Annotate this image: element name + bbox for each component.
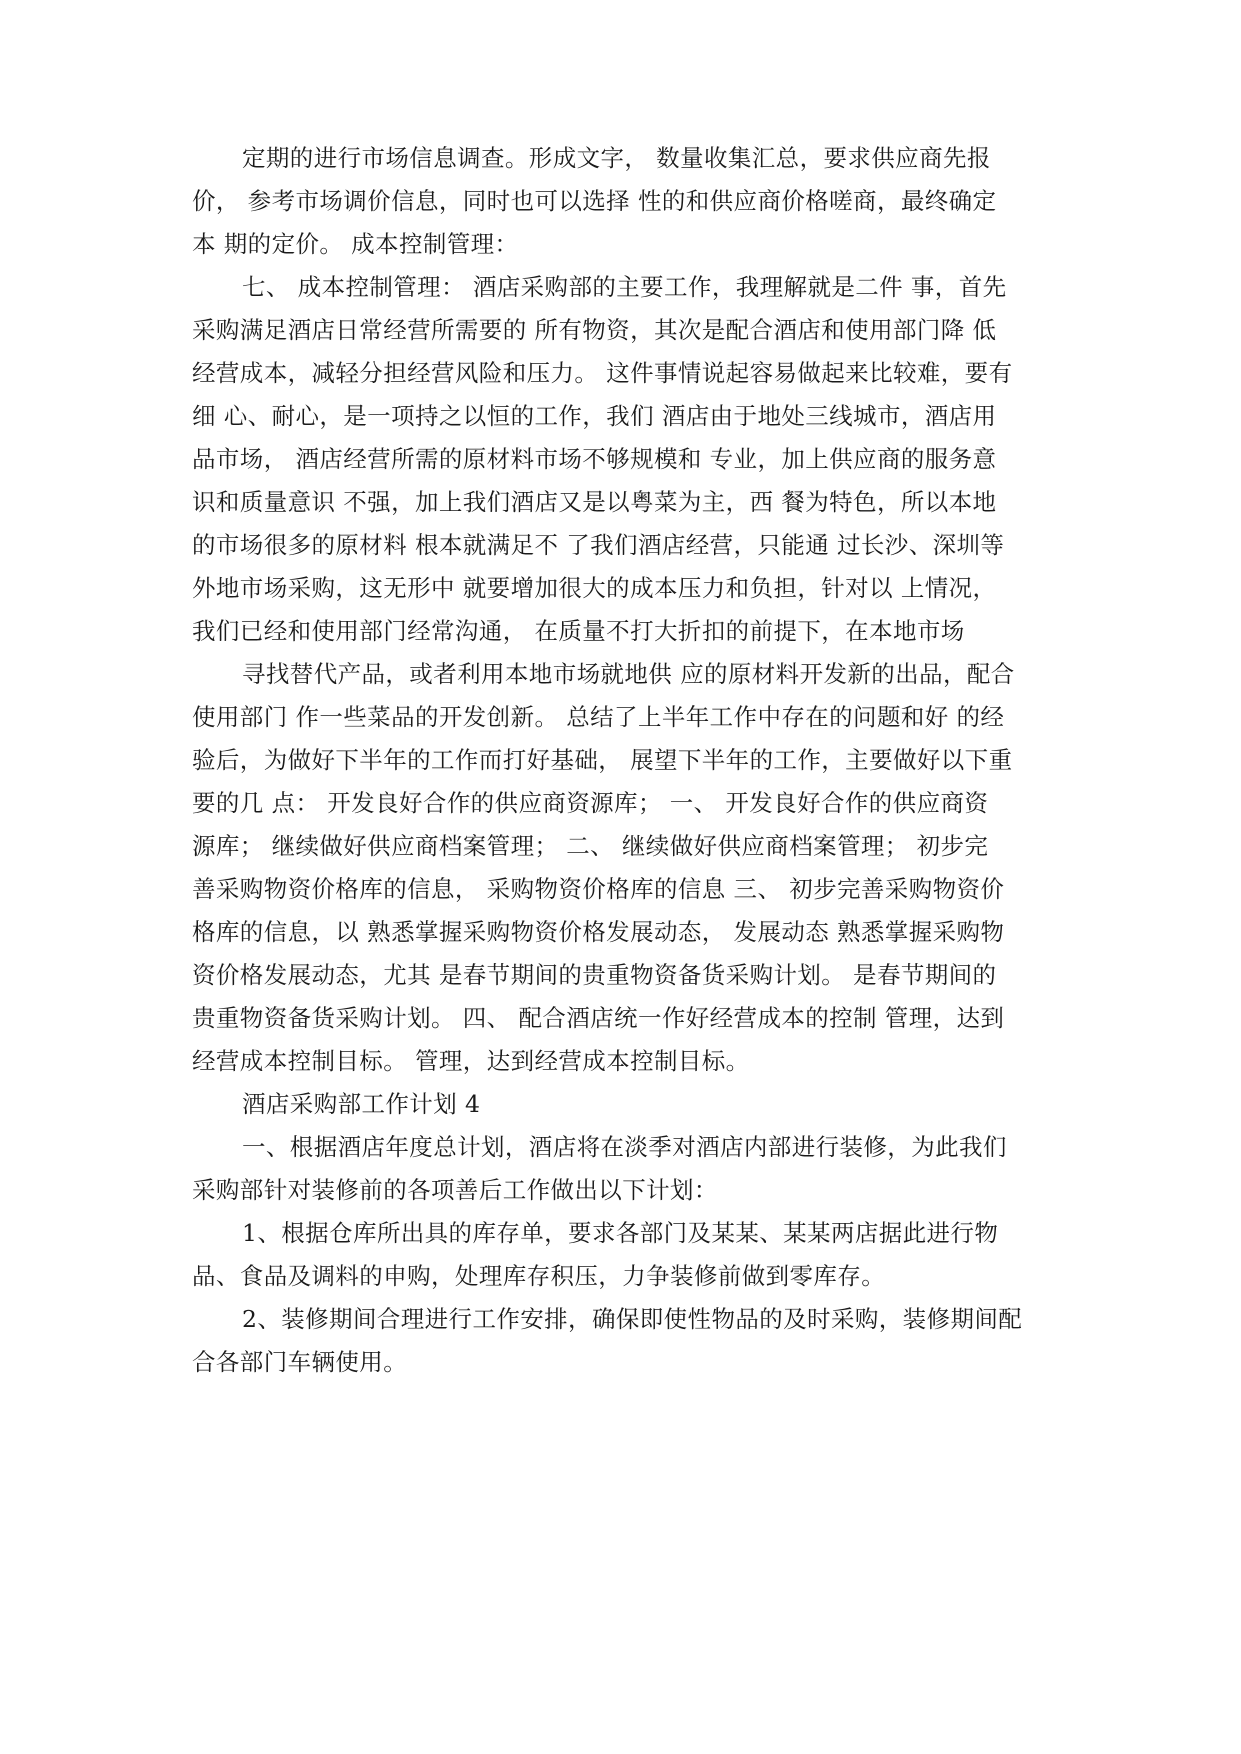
text-line: 我们已经和使用部门经常沟通， 在质量不打大折扣的前提下，在本地市场	[192, 617, 965, 645]
text-line: 贵重物资备货采购计划。 四、 配合酒店统一作好经营成本的控制 管理，达到	[192, 1004, 1005, 1032]
text-line: 定期的进行市场信息调查。形成文字， 数量收集汇总，要求供应商先报	[242, 144, 991, 172]
section-heading: 酒店采购部工作计划 4	[242, 1090, 481, 1118]
text-line: 采购部针对装修前的各项善后工作做出以下计划：	[192, 1176, 718, 1204]
text-line: 资价格发展动态，尤其 是春节期间的贵重物资备货采购计划。 是春节期间的	[192, 961, 997, 989]
text-line: 外地市场采购，这无形中 就要增加很大的成本压力和负担，针对以 上情况，	[192, 574, 997, 602]
text-line: 识和质量意识 不强，加上我们酒店又是以粤菜为主，西 餐为特色，所以本地	[192, 488, 997, 516]
text-line: 品、食品及调料的申购，处理库存积压，力争装修前做到零库存。	[192, 1262, 886, 1290]
text-line: 要的几 点： 开发良好合作的供应商资源库； 一、 开发良好合作的供应商资	[192, 789, 989, 817]
text-line: 价， 参考市场调价信息，同时也可以选择 性的和供应商价格嗟商，最终确定	[192, 187, 997, 215]
text-line: 善采购物资价格库的信息， 采购物资价格库的信息 三、 初步完善采购物资价	[192, 875, 1005, 903]
text-line: 1、根据仓库所出具的库存单，要求各部门及某某、某某两店据此进行物	[242, 1219, 999, 1247]
text-line: 寻找替代产品，或者利用本地市场就地供 应的原材料开发新的出品，配合	[242, 660, 1015, 688]
text-line: 经营成本控制目标。 管理，达到经营成本控制目标。	[192, 1047, 750, 1075]
text-line: 合各部门车辆使用。	[192, 1348, 408, 1376]
text-line: 验后，为做好下半年的工作而打好基础， 展望下半年的工作，主要做好以下重	[192, 746, 1013, 774]
text-line: 2、装修期间合理进行工作安排，确保即使性物品的及时采购，装修期间配	[242, 1305, 1023, 1333]
text-line: 经营成本，减轻分担经营风险和压力。 这件事情说起容易做起来比较难，要有	[192, 359, 1013, 387]
text-line: 的市场很多的原材料 根本就满足不 了我们酒店经营，只能通 过长沙、深圳等	[192, 531, 1005, 559]
text-line: 细 心、耐心，是一项持之以恒的工作，我们 酒店由于地处三线城市，酒店用	[192, 402, 997, 430]
text-line: 采购满足酒店日常经营所需要的 所有物资，其次是配合酒店和使用部门降 低	[192, 316, 997, 344]
text-line: 七、 成本控制管理： 酒店采购部的主要工作，我理解就是二件 事，首先	[242, 273, 1007, 301]
text-line: 本 期的定价。 成本控制管理：	[192, 230, 519, 258]
text-line: 品市场， 酒店经营所需的原材料市场不够规模和 专业，加上供应商的服务意	[192, 445, 997, 473]
text-line: 源库； 继续做好供应商档案管理； 二、 继续做好供应商档案管理； 初步完	[192, 832, 989, 860]
text-line: 格库的信息，以 熟悉掌握采购物资价格发展动态， 发展动态 熟悉掌握采购物	[192, 918, 1005, 946]
text-line: 一、根据酒店年度总计划，酒店将在淡季对酒店内部进行装修，为此我们	[242, 1133, 1007, 1161]
text-line: 使用部门 作一些菜品的开发创新。 总结了上半年工作中存在的问题和好 的经	[192, 703, 1005, 731]
